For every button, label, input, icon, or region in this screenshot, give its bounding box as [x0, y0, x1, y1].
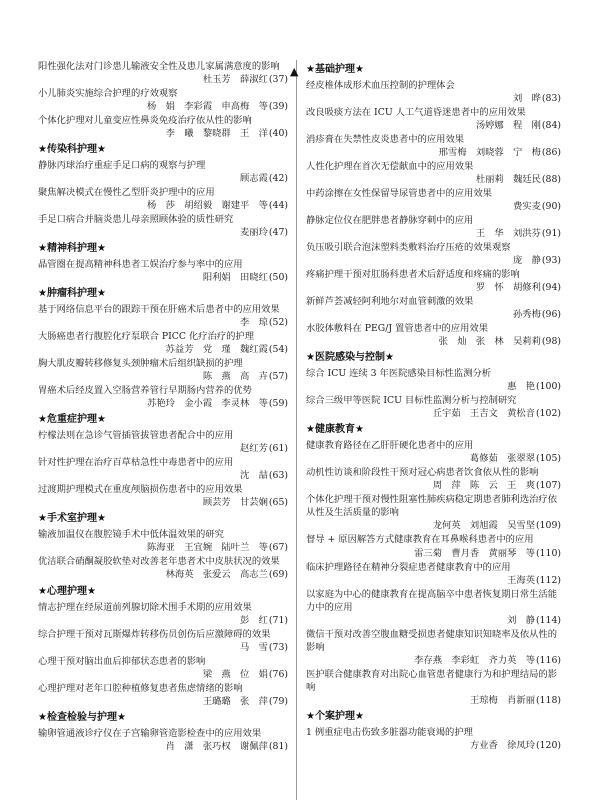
entry-byline [38, 541, 288, 554]
entry-byline [306, 694, 561, 707]
entry-page-number: (50) [268, 272, 288, 284]
entry-title: 大肠癌患者行腹腔化疗泵联合 PICC 化疗治疗的护理 [38, 331, 255, 343]
entry-byline [38, 469, 288, 482]
entry-page-number: (42) [268, 173, 288, 185]
entry-authors: 彭 红 [240, 614, 268, 626]
section-heading: ★精神科护理★ [38, 243, 106, 255]
toc-entry[interactable] [38, 330, 288, 356]
entry-page-number: (109) [536, 520, 561, 532]
section-heading: ★个案护理★ [306, 710, 364, 722]
entry-page-number: (91) [541, 228, 561, 240]
entry-title: 过渡期护理模式在重度颅脑损伤患者中的应用效果 [38, 484, 243, 496]
toc-entry[interactable] [38, 601, 288, 627]
entry-page-number: (93) [541, 255, 561, 267]
continue-arrow-icon: ▲ [290, 65, 299, 78]
section-heading: ★医院感染与控制★ [306, 352, 394, 364]
toc-entry[interactable] [38, 186, 288, 212]
entry-byline [38, 100, 288, 113]
entry-page-number: (100) [536, 381, 561, 393]
entry-byline [306, 479, 561, 492]
entry-byline [38, 127, 288, 140]
entry-authors: 杨 娟 李彩霞 申高梅 等 [147, 101, 268, 113]
entry-page-number: (67) [268, 542, 288, 554]
entry-page-number: (73) [268, 641, 288, 653]
toc-entry[interactable] [38, 60, 288, 86]
entry-title: 综合三级甲等医院 ICU 目标性监测分析与控制研究 [306, 395, 517, 407]
entry-byline [306, 254, 561, 267]
entry-page-number: (83) [541, 93, 561, 105]
entry-byline [306, 407, 561, 420]
entry-title: 静脉定位仪在肥胖患者静脉穿刺中的应用 [306, 215, 474, 227]
toc-entry[interactable] [38, 357, 288, 383]
section-heading: ★基础护理★ [306, 64, 364, 75]
entry-title: 针对性护理在治疗百草枯急性中毒患者中的应用 [38, 457, 234, 469]
entry-title: 以家庭为中心的健康教育在提高脑卒中患者恢复期日常生活能力中的应用 [306, 588, 558, 613]
entry-page-number: (65) [268, 497, 288, 509]
toc-entry[interactable] [38, 213, 288, 239]
entry-title: 水胶体敷料在 PEG/J 置管患者中的应用效果 [306, 323, 488, 335]
toc-entry[interactable] [38, 258, 288, 284]
entry-authors: 罗 怀 胡修利 [475, 282, 541, 294]
entry-title: 晶管圈在提高精神科患者工娱治疗参与率中的应用 [38, 259, 243, 271]
entry-title: 动机性访谈和阶段性干预对冠心病患者饮食依从性的影响 [306, 467, 539, 479]
entry-page-number: (76) [268, 668, 288, 680]
entry-page-number: (37) [268, 74, 288, 86]
entry-page-number: (39) [268, 101, 288, 113]
entry-byline [38, 442, 288, 455]
entry-title: 阳性强化法对门诊患儿输液安全性及患儿家属满意度的影响 [38, 61, 280, 72]
toc-entry[interactable] [306, 726, 561, 752]
section-heading: ★危重症护理★ [38, 414, 106, 426]
section-heading: ★传染科护理★ [38, 144, 106, 156]
entry-byline [38, 172, 288, 185]
entry-page-number: (102) [536, 408, 561, 420]
entry-authors: 刘 静 [507, 614, 535, 626]
entry-page-number: (79) [268, 695, 288, 707]
entry-title: 临床护理路径在精神分裂症患者健康教育中的应用 [306, 561, 511, 573]
entry-authors: 龙何英 刘旭霞 吴雪坚 [432, 520, 535, 532]
entry-authors: 赵红芳 [240, 443, 268, 455]
entry-byline [306, 547, 561, 560]
entry-authors: 汤婷娜 程 刚 [475, 120, 541, 132]
entry-byline [306, 173, 561, 186]
entry-authors: 雷三菊 曹月香 黄丽琴 等 [414, 547, 535, 559]
entry-page-number: (112) [536, 574, 561, 586]
entry-authors: 苏益芳 党 瑾 魏红霞 [165, 344, 268, 356]
entry-byline [306, 200, 561, 213]
entry-byline [306, 227, 561, 240]
entry-authors: 杜玉芳 薛淑红 [202, 74, 268, 86]
entry-title: 静脉丙球治疗重症手足口病的观察与护理 [38, 160, 206, 172]
entry-page-number: (47) [268, 227, 288, 239]
entry-byline [306, 519, 561, 532]
column-divider [296, 60, 297, 800]
entry-authors: 庞 静 [513, 255, 541, 267]
entry-page-number: (59) [268, 398, 288, 410]
entry-title: 疼痛护理干预对肛肠科患者术后舒适度和疼痛的影响 [306, 269, 520, 281]
entry-authors: 葛修茹 张翠翠 [469, 453, 535, 465]
entry-authors: 刘 晔 [513, 93, 541, 105]
entry-page-number: (120) [536, 739, 561, 751]
toc-entry[interactable] [38, 682, 288, 708]
entry-title: 心理护理对老年口腔种植修复患者焦虑情绪的影响 [38, 682, 243, 694]
toc-entry[interactable] [306, 668, 561, 707]
entry-title: 个体化护理干预对慢性阻塞性肺疾病稳定期患者肺利选治疗依从性及生活质量的影响 [306, 494, 558, 519]
entry-byline [306, 308, 561, 321]
entry-byline [38, 641, 288, 654]
toc-entry[interactable] [306, 439, 561, 465]
section-heading: ★手术室护理★ [38, 513, 106, 525]
entry-authors: 惠 艳 [507, 381, 535, 393]
entry-page-number: (96) [541, 309, 561, 321]
entry-page-number: (94) [541, 282, 561, 294]
entry-authors: 王琼梅 肖新丽 [469, 694, 535, 706]
entry-byline [306, 452, 561, 465]
toc-entry[interactable] [306, 367, 561, 393]
section-heading: ★检查检验与护理★ [38, 711, 126, 723]
entry-byline [306, 146, 561, 159]
entry-authors: 王璐璐 张 萍 [202, 695, 268, 707]
toc-entry[interactable] [306, 295, 561, 321]
entry-byline [38, 397, 288, 410]
entry-byline [306, 281, 561, 294]
entry-title: 输液加温仪在腹腔镜手术中低体温效果的研究 [38, 529, 224, 541]
entry-authors: 顾芸芳 甘芸娴 [202, 497, 268, 509]
toc-entry[interactable] [306, 241, 561, 267]
entry-title: 改良吸痰方法在 ICU 人工气道昏迷患者中的应用效果 [306, 107, 526, 119]
entry-page-number: (86) [541, 147, 561, 159]
toc-entry[interactable] [38, 87, 288, 113]
entry-byline [38, 370, 288, 383]
toc-entry[interactable] [38, 114, 288, 140]
entry-authors: 沈 喆 [240, 470, 268, 482]
entry-page-number: (52) [268, 317, 288, 329]
entry-title: 情志护理在经尿道前列腺切除术围手术期的应用效果 [38, 601, 252, 613]
toc-entry[interactable] [306, 493, 561, 532]
entry-title: 消疹膏在失禁性皮炎患者中的应用效果 [306, 134, 465, 146]
toc-entry[interactable] [306, 466, 561, 492]
entry-authors: 费实麦 [513, 201, 541, 213]
entry-title: 1 例重症电击伤致多脏器功能衰竭的护理 [306, 726, 473, 738]
entry-authors: 林海英 张爱云 高志兰 [165, 569, 268, 581]
entry-title: 综合护理干预对瓦斯爆炸转移伤员创伤后应激障碍的效果 [38, 628, 271, 640]
section-heading: ★健康教育★ [306, 424, 364, 436]
entry-authors: 邢雪梅 刘晓蓉 宁 梅 [438, 147, 541, 159]
entry-byline [38, 668, 288, 681]
entry-page-number: (71) [268, 614, 288, 626]
entry-authors: 丘宇茹 王吉文 黄松音 [432, 408, 535, 420]
entry-byline [38, 614, 288, 627]
section-heading: ★肿瘤科护理★ [38, 288, 106, 300]
entry-title: 聚焦解决模式在慢性乙型肝炎护理中的应用 [38, 187, 215, 199]
entry-authors: 杜丽莉 魏廷民 [475, 174, 541, 186]
entry-title: 医护联合健康教育对出院心血管患者健康行为和护理结局的影响 [306, 668, 558, 693]
entry-title: 心理干预对脑出血后抑郁状态患者的影响 [38, 655, 206, 667]
entry-authors: 李存燕 李彩虹 齐力英 等 [414, 654, 535, 666]
entry-byline [38, 226, 288, 239]
entry-title: 综合 ICU 连续 3 年医院感染目标性监测分析 [306, 368, 492, 380]
toc-entry[interactable] [38, 429, 288, 455]
entry-authors: 陈 燕 高 卉 [202, 371, 268, 383]
entry-byline [306, 574, 561, 587]
entry-page-number: (90) [541, 201, 561, 213]
toc-entry[interactable] [306, 160, 561, 186]
entry-title: 微信干预对改善空腹血糖受损患者健康知识知晓率及依从性的影响 [306, 628, 558, 653]
entry-page-number: (69) [268, 569, 288, 581]
entry-page-number: (40) [268, 128, 288, 140]
entry-authors: 李 曦 黎晓群 王 洋 [165, 128, 268, 140]
entry-byline [306, 119, 561, 132]
toc-entry[interactable] [38, 483, 288, 509]
entry-page-number: (110) [536, 547, 561, 559]
section-heading: ★心理护理★ [38, 585, 96, 597]
entry-authors: 陈海亚 王宜婉 陆叶兰 等 [147, 542, 268, 554]
toc-entry[interactable] [306, 133, 561, 159]
entry-byline [38, 496, 288, 509]
entry-title: 人性化护理在首次无偿献血中的应用效果 [306, 161, 474, 173]
toc-entry[interactable] [306, 268, 561, 294]
entry-authors: 杨 莎 胡绍毅 谢建平 等 [147, 200, 268, 212]
entry-byline [306, 614, 561, 627]
entry-authors: 王 华 刘洪芬 [475, 228, 541, 240]
entry-page-number: (84) [541, 120, 561, 132]
entry-title: 督导 + 原因解答方式健康教育在耳鼻喉科患者中的应用 [306, 534, 534, 546]
toc-entry[interactable] [306, 322, 561, 348]
entry-page-number: (61) [268, 443, 288, 455]
toc-entry[interactable] [306, 561, 561, 587]
entry-page-number: (63) [268, 470, 288, 482]
entry-authors: 麦丽玲 [240, 227, 268, 239]
entry-authors: 马 雪 [240, 641, 268, 653]
toc-entry[interactable] [38, 555, 288, 581]
entry-byline [38, 73, 288, 86]
toc-entry[interactable] [38, 384, 288, 410]
entry-byline [306, 739, 561, 752]
entry-authors: 肖 潇 张巧权 谢佩萍 [165, 740, 268, 752]
entry-byline [38, 695, 288, 708]
entry-page-number: (98) [541, 336, 561, 348]
entry-authors: 周 萍 陈 云 王 爽 [432, 480, 535, 492]
entry-byline [38, 316, 288, 329]
toc-entry[interactable] [38, 655, 288, 681]
entry-page-number: (44) [268, 200, 288, 212]
entry-title: 经皮椎体成形术血压控制的护理体会 [306, 80, 455, 91]
toc-entry[interactable] [306, 106, 561, 132]
entry-title: 基于网络信息平台的跟踪干预在肝癌术后患者中的应用效果 [38, 304, 280, 316]
toc-entry[interactable] [306, 533, 561, 559]
entry-page-number: (88) [541, 174, 561, 186]
entry-page-number: (114) [536, 614, 561, 626]
entry-title: 优洁联合硝酮凝胶软垫对改善老年患者术中皮肤状况的效果 [38, 556, 280, 568]
entry-authors: 方业香 徐凤玲 [469, 739, 535, 751]
entry-authors: 王海英 [507, 574, 535, 586]
entry-title: 小儿肺炎实施综合护理的疗效观察 [38, 88, 178, 100]
toc-entry[interactable] [38, 159, 288, 185]
right-column [306, 60, 561, 753]
entry-byline [38, 343, 288, 356]
toc-entry[interactable] [38, 727, 288, 753]
entry-title: 中药涂擦在女性保留导尿管患者中的应用效果 [306, 188, 492, 200]
toc-entry[interactable] [306, 588, 561, 627]
entry-page-number: (105) [536, 453, 561, 465]
toc-entry[interactable] [38, 303, 288, 329]
entry-title: 负压吸引联合泡沫塑料类敷料治疗压疮的效果观察 [306, 242, 511, 254]
entry-byline [306, 380, 561, 393]
entry-page-number: (116) [536, 654, 561, 666]
entry-page-number: (54) [268, 344, 288, 356]
entry-title: 胸大肌皮瓣转移修复头颈肿瘤术后组织缺损的护理 [38, 358, 243, 370]
entry-authors: 梁 燕 位 娟 [202, 668, 268, 680]
entry-page-number: (107) [536, 480, 561, 492]
entry-page-number: (57) [268, 371, 288, 383]
entry-authors: 孙秀梅 [513, 309, 541, 321]
entry-byline [38, 199, 288, 212]
entry-byline [38, 740, 288, 753]
toc-entry[interactable] [38, 456, 288, 482]
toc-entry[interactable] [306, 394, 561, 420]
entry-authors: 阳利娟 田晓红 [202, 272, 268, 284]
toc-entry[interactable] [38, 628, 288, 654]
entry-byline [306, 335, 561, 348]
entry-byline [38, 271, 288, 284]
entry-page-number: (81) [268, 740, 288, 752]
toc-entry[interactable] [38, 528, 288, 554]
entry-title: 新鲜芦荟减轻阿利地尔对血管刺激的效果 [306, 296, 474, 308]
entry-page-number: (118) [536, 694, 561, 706]
entry-title: 输卵管通液诊疗仪在子宫输卵管造影检查中的应用效果 [38, 727, 262, 739]
entry-title: 个体化护理对儿童变应性鼻炎免疫治疗依从性的影响 [38, 115, 252, 127]
entry-byline [38, 568, 288, 581]
entry-byline [306, 92, 561, 105]
toc-entry[interactable] [306, 628, 561, 667]
entry-title: 柠檬法则在急诊气管插管拔管患者配合中的应用 [38, 430, 234, 442]
entry-title: 健康教育路径在乙肝肝硬化患者中的应用 [306, 440, 474, 452]
entry-authors: 张 灿 张 林 吴莉莉 [438, 336, 541, 348]
entry-authors: 苏艳玲 金小霞 李灵林 等 [147, 398, 268, 410]
left-column [38, 60, 288, 754]
entry-title: 胃癌术后经皮置入空肠营养管行早期肠内营养的优势 [38, 385, 252, 397]
toc-entry[interactable] [306, 187, 561, 213]
entry-title: 手足口病合并脑炎患儿母亲照顾体验的质性研究 [38, 214, 234, 226]
toc-entry[interactable] [306, 214, 561, 240]
entry-byline [306, 654, 561, 667]
toc-entry[interactable] [306, 79, 561, 105]
entry-authors: 李 琼 [240, 317, 268, 329]
entry-authors: 顾志霞 [240, 173, 268, 185]
